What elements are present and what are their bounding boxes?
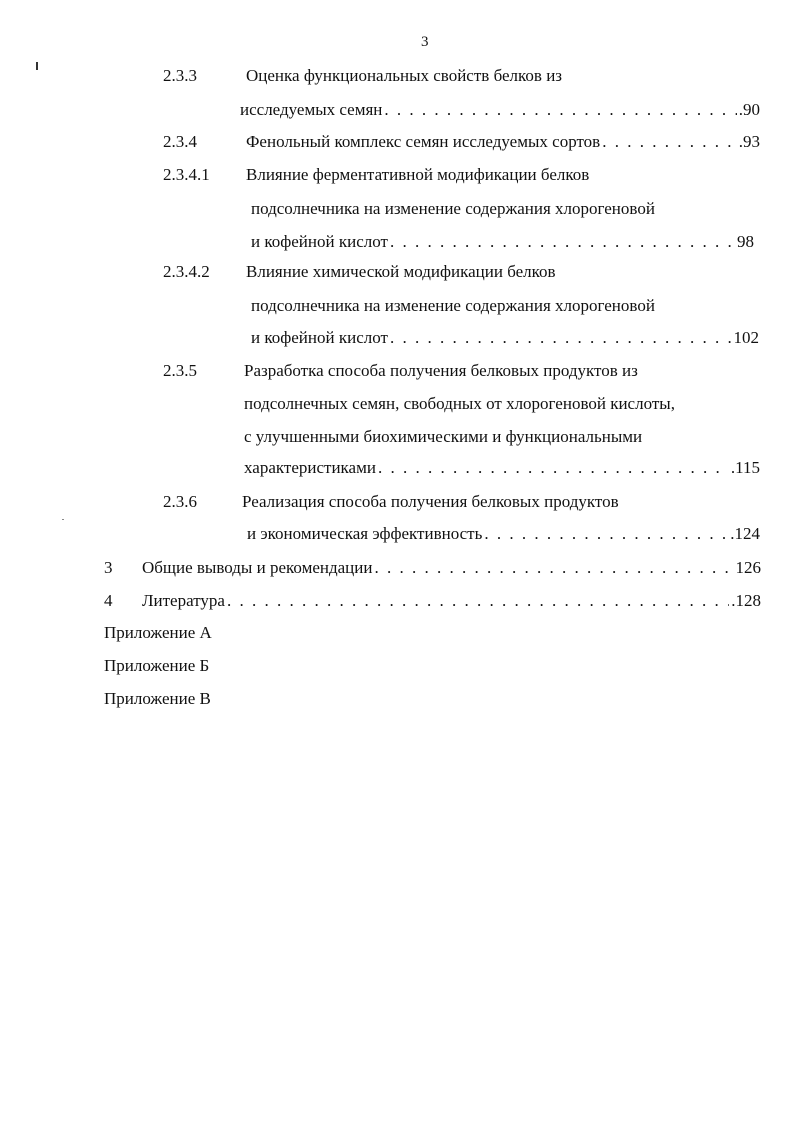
toc-entry-3[interactable] — [142, 556, 761, 580]
appendix-b[interactable]: Приложение Б — [104, 656, 210, 675]
margin-mark — [36, 62, 38, 70]
toc-title-line: Влияние ферментативной модификации белков — [246, 165, 590, 184]
scan-speck — [62, 519, 64, 520]
toc-number-2-3-6: 2.3.6 — [163, 492, 197, 511]
dot-leader — [374, 556, 733, 580]
toc-title-line: Реализация способа получения белковых продуктов — [242, 492, 619, 511]
toc-page-number: .128 — [731, 591, 761, 610]
toc-title-last-line: Фенольный комплекс семян исследуемых сортов — [246, 132, 601, 151]
toc-title-line: подсолнечника на изменение содержания хлорогеновой — [251, 199, 655, 218]
appendix-c[interactable]: Приложение В — [104, 689, 211, 708]
toc-number-2-3-5: 2.3.5 — [163, 361, 197, 380]
toc-number-2-3-4: 2.3.4 — [163, 132, 197, 151]
toc-page-number: .115 — [730, 458, 760, 477]
toc-page-number: 102 — [733, 328, 759, 347]
toc-entry-2-3-6[interactable] — [247, 522, 760, 546]
dot-leader — [602, 130, 737, 154]
dot-leader — [384, 98, 736, 122]
toc-page-number: 126 — [735, 558, 761, 577]
toc-number-4: 4 — [104, 591, 113, 610]
toc-number-2-3-4-2: 2.3.4.2 — [163, 262, 210, 281]
toc-entry-2-3-4-1[interactable] — [251, 230, 754, 254]
toc-title-last-line: и кофейной кислот — [251, 232, 388, 251]
toc-entry-2-3-4[interactable] — [246, 130, 760, 154]
toc-title-last-line: Литература — [142, 591, 225, 610]
toc-title-line: Разработка способа получения белковых продуктов из — [244, 361, 638, 380]
toc-title-line: подсолнечника на изменение содержания хлорогеновой — [251, 296, 655, 315]
toc-page-number: .90 — [738, 100, 760, 119]
dot-leader — [390, 230, 735, 254]
toc-title-line: с улучшенными биохимическими и функциональными — [244, 427, 643, 446]
toc-entry-2-3-3[interactable] — [240, 98, 760, 122]
toc-title-last-line: и экономическая эффективность — [247, 524, 483, 543]
toc-page-number: 98 — [737, 232, 754, 251]
toc-number-2-3-4-1: 2.3.4.1 — [163, 165, 210, 184]
toc-page-number: .124 — [730, 524, 760, 543]
toc-title-last-line: исследуемых семян — [240, 100, 383, 119]
toc-entry-2-3-4-2[interactable] — [251, 326, 759, 350]
toc-title-last-line: и кофейной кислот — [251, 328, 388, 347]
toc-page-number: .93 — [738, 132, 760, 151]
toc-title-line: Оценка функциональных свойств белков из — [246, 66, 563, 85]
dot-leader — [227, 589, 729, 613]
appendix-a[interactable]: Приложение А — [104, 623, 212, 642]
toc-title-line: Влияние химической модификации белков — [246, 262, 556, 281]
toc-title-line: подсолнечных семян, свободных от хлорогеновой кислоты, — [244, 394, 675, 413]
dot-leader — [484, 522, 728, 546]
toc-title-last-line: Общие выводы и рекомендации — [142, 558, 373, 577]
dot-leader — [390, 326, 732, 350]
toc-title-last-line: характеристиками — [244, 458, 376, 477]
dot-leader — [378, 456, 729, 480]
toc-entry-2-3-5[interactable] — [244, 456, 760, 480]
page-number: 3 — [421, 34, 429, 50]
toc-entry-4[interactable] — [142, 589, 761, 613]
toc-number-2-3-3: 2.3.3 — [163, 66, 197, 85]
toc-number-3: 3 — [104, 558, 113, 577]
